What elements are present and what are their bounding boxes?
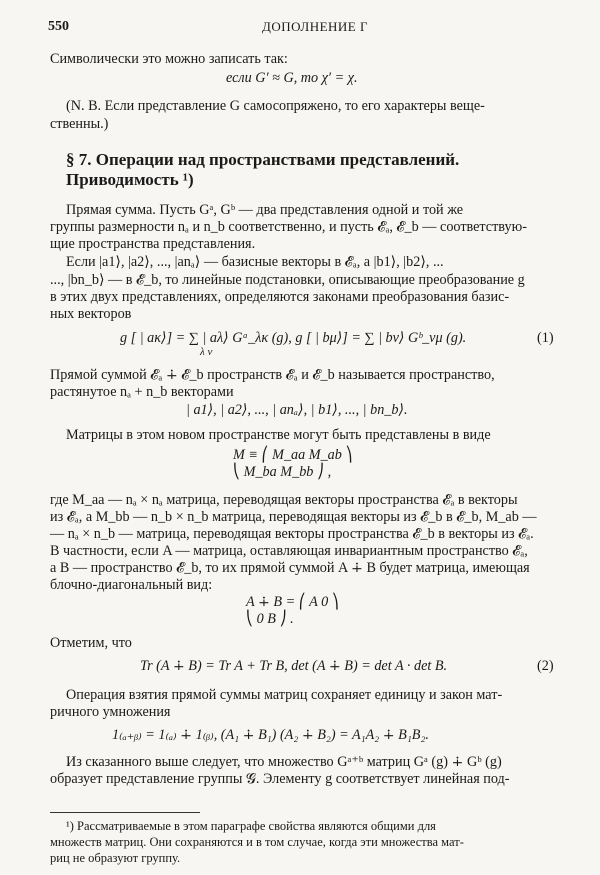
text-line: Из сказанного выше следует, что множество Gᵃ⁺ᵇ матриц Gᵃ (g) ∔ Gᵇ (g)	[66, 754, 502, 770]
text-line: из 𝓔ₐ, а M_bb — n_b × n_b матрица, переводящая векторы из 𝓔_b в 𝓔_b, M_ab —	[50, 509, 537, 525]
equation-number: (1)	[537, 330, 554, 346]
text-line: — nₐ × n_b — матрица, переводящая векторы пространства 𝓔_b в векторы из 𝓔ₐ.	[50, 526, 534, 542]
equation: g [ | aκ⟩] = ∑ | aλ⟩ Gᵃ_λκ (g), g [ | bμ⟩] = ∑ | bν⟩ Gᵇ_νμ (g).	[120, 330, 467, 346]
matrix-row: ⎝ M_ba M_bb ⎠ ,	[233, 464, 332, 480]
running-title: ДОПОЛНЕНИЕ Г	[262, 19, 369, 34]
text-line: а B — пространство 𝓔_b, то их прямой суммой A ∔ B будет матрица, имеющая	[50, 560, 530, 576]
text-line: (N. B. Если представление G самосопряжено, то его характеры веще-	[66, 98, 485, 114]
section-heading: § 7. Операции над пространствами представлений.	[66, 150, 460, 169]
matrix-row: ⎝ 0 B ⎠ .	[246, 611, 294, 627]
footnote-rule	[50, 812, 200, 813]
text-line: щие пространства представления.	[50, 236, 256, 252]
text-line: Символически это можно записать так:	[50, 51, 288, 67]
equation: 1₍ₐ₊ᵦ₎ = 1₍ₐ₎ ∔ 1₍ᵦ₎, (A₁ ∔ B₁) (A₂ ∔ B₂) = A₁A₂ ∔ B₁B₂.	[112, 727, 429, 743]
text-line: растянутое nₐ + n_b векторами	[50, 384, 234, 400]
footnote-line: риц не образуют группу.	[50, 851, 181, 865]
section-heading: Приводимость ¹)	[66, 170, 194, 189]
text-line: Если |a1⟩, |a2⟩, ..., |anₐ⟩ — базисные векторы в 𝓔ₐ, а |b1⟩, |b2⟩, ...	[66, 254, 444, 270]
page-number: 550	[48, 19, 69, 34]
text-line: Матрицы в этом новом пространстве могут быть представлены в виде	[66, 427, 491, 443]
text-line: В частности, если A — матрица, оставляющая инвариантным пространство 𝓔ₐ,	[50, 543, 528, 559]
text-line: Отметим, что	[50, 635, 132, 651]
text-line: Операция взятия прямой суммы матриц сохраняет единицу и закон мат-	[66, 687, 503, 703]
text-line: группы размерности nₐ и n_b соответственно, и пусть 𝓔ₐ, 𝓔_b — соответствую-	[50, 219, 527, 235]
equation: | a1⟩, | a2⟩, ..., | anₐ⟩, | b1⟩, ..., | bn_b⟩.	[186, 402, 408, 418]
matrix-row: M ≡ ⎛ M_aa M_ab ⎞	[233, 447, 353, 463]
equation-number: (2)	[537, 658, 554, 674]
footnote-line: ¹) Рассматриваемые в этом параграфе свойства являются общими для	[66, 819, 436, 833]
text-line: образует представление группы 𝓖. Элементу g соответствует линейная под-	[50, 771, 510, 787]
footnote-line: множеств матриц. Они сохраняются и в том случае, когда эти множества мат-	[50, 835, 464, 849]
equation: если G′ ≈ G, то χ′ = χ.	[226, 70, 358, 86]
text-line: ричного умножения	[50, 704, 171, 720]
text-line: ственны.)	[50, 116, 109, 132]
text-line: ных векторов	[50, 306, 132, 322]
text-line: Прямая сумма. Пусть Gᵃ, Gᵇ — два представления одной и той же	[66, 202, 464, 218]
text-line: ..., |bn_b⟩ — в 𝓔_b, то линейные подстановки, описывающие преобразование g	[50, 272, 525, 288]
text-line: блочно-диагональный вид:	[50, 577, 213, 593]
equation: Tr (A ∔ B) = Tr A + Tr B, det (A ∔ B) = det A · det B.	[140, 658, 448, 674]
text-line: где M_aa — nₐ × nₐ матрица, переводящая векторы пространства 𝓔ₐ в векторы	[50, 492, 518, 508]
matrix-row: A ∔ B = ⎛ A 0 ⎞	[246, 594, 339, 610]
equation-subscripts: λ ν	[200, 346, 213, 358]
text-line: в этих двух представлениях, определяются законами преобразования базис-	[50, 289, 510, 305]
text-line: Прямой суммой 𝓔ₐ ∔ 𝓔_b пространств 𝓔ₐ и 𝓔_b называется пространство,	[50, 367, 495, 383]
